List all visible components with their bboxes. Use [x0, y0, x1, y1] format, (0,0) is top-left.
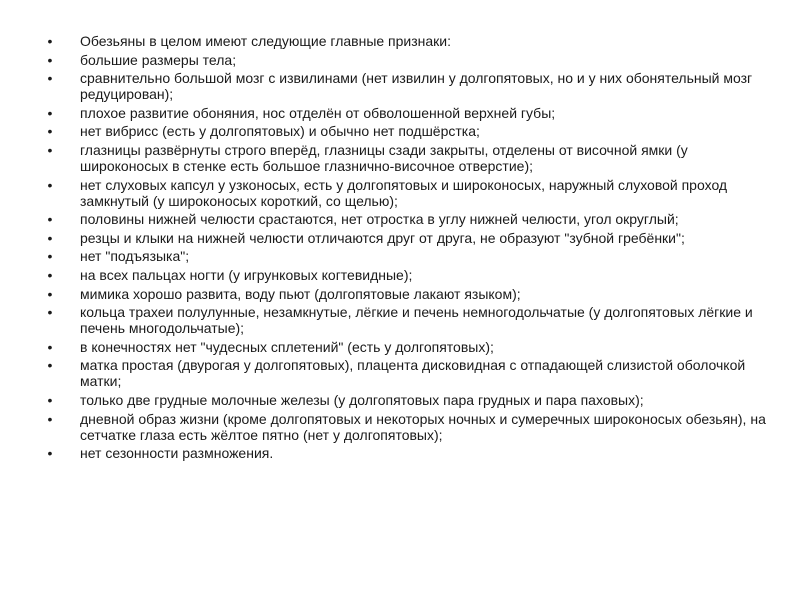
bullet-dot-icon: • — [47, 123, 53, 140]
bullet-dot-icon: • — [47, 211, 53, 228]
bullet-text: Обезьяны в целом имеют следующие главные признаки: — [80, 33, 452, 49]
bullet-text: нет "подъязыка"; — [80, 248, 190, 265]
bullet-item — [44, 304, 776, 336]
bullet-text: мимика хорошо развита, воду пьют (долгопятовые лакают языком); — [80, 285, 521, 302]
bullet-item — [44, 123, 776, 139]
bullet-dot-icon: • — [47, 176, 53, 193]
bullet-dot-icon: • — [47, 141, 53, 158]
bullet-dot-icon: • — [47, 229, 53, 246]
bullet-item — [44, 105, 776, 121]
bullet-item — [44, 33, 776, 49]
bullet-dot-icon: • — [47, 357, 53, 374]
bullet-text: нет слуховых капсул у узконосых, есть у долгопятовых и широконосых, наружный слуховой проход замкнутый (у широконосых короткий, со щелью); — [80, 176, 728, 209]
bullet-text: большие размеры тела; — [80, 51, 237, 68]
bullet-item — [44, 211, 776, 227]
bullet-text: нет вибрисс (есть у долгопятовых) и обычно нет подшёрстка; — [80, 123, 480, 140]
bullet-dot-icon: • — [47, 104, 53, 121]
bullet-dot-icon: • — [47, 304, 53, 321]
bullet-text: в конечностях нет "чудесных сплетений" (есть у долгопятовых); — [80, 338, 494, 355]
bullet-dot-icon: • — [47, 285, 53, 302]
bullet-text: половины нижней челюсти срастаются, нет отростка в углу нижней челюсти, угол округлый; — [80, 211, 679, 228]
bullet-dot-icon: • — [47, 33, 53, 49]
bullet-dot-icon: • — [47, 391, 53, 408]
bullet-item — [44, 339, 776, 355]
bullet-text: только две грудные молочные железы (у долгопятовых пара грудных и пара паховых); — [80, 391, 644, 408]
bullet-item — [44, 230, 776, 246]
bullet-item — [44, 357, 776, 389]
bullet-text: на всех пальцах ногти (у игрунковых когтевидные); — [80, 266, 413, 283]
bullet-text: кольца трахеи полулунные, незамкнутые, лёгкие и печень немногодольчатые (у долгопятовых лёгкие и печень многодольчатые); — [80, 304, 753, 337]
bullet-text: дневной образ жизни (кроме долгопятовых и некоторых ночных и сумеречных широконосых обезьян), на сетчатке глаза есть жёлтое пятно (нет у долгопятовых); — [80, 410, 766, 443]
bullet-item — [44, 142, 776, 174]
bullet-dot-icon: • — [47, 445, 53, 462]
bullet-dot-icon: • — [47, 338, 53, 355]
bullet-item — [44, 70, 776, 102]
bullet-item — [44, 248, 776, 264]
bullet-text: глазницы развёрнуты строго вперёд, глазницы сзади закрыты, отделены от височной ямки (у широконосых в стенке есть большое глазнично-височное отверстие); — [80, 141, 688, 174]
bullet-dot-icon: • — [47, 410, 53, 427]
bullet-dot-icon: • — [47, 248, 53, 265]
bullet-text: сравнительно большой мозг с извилинами (нет извилин у долгопятовых, но и у них обонятельный мозг редуцирован); — [80, 70, 753, 103]
bullet-dot-icon: • — [47, 266, 53, 283]
bullet-text: плохое развитие обоняния, нос отделён от обволошенной верхней губы; — [80, 104, 556, 121]
bullet-item — [44, 445, 776, 461]
bullet-list — [44, 33, 776, 461]
bullet-item — [44, 392, 776, 408]
bullet-item — [44, 267, 776, 283]
bullet-text: нет сезонности размножения. — [80, 445, 274, 462]
bullet-item — [44, 177, 776, 209]
bullet-item — [44, 52, 776, 68]
bullet-dot-icon: • — [47, 51, 53, 68]
bullet-dot-icon: • — [47, 70, 53, 87]
bullet-item — [44, 411, 776, 443]
bullet-text: матка простая (двурогая у долгопятовых), плацента дисковидная с отпадающей слизистой оболочкой матки; — [80, 357, 746, 390]
bullet-item — [44, 286, 776, 302]
bullet-text: резцы и клыки на нижней челюсти отличаются друг от друга, не образуют "зубной гребёнки"; — [80, 229, 685, 246]
